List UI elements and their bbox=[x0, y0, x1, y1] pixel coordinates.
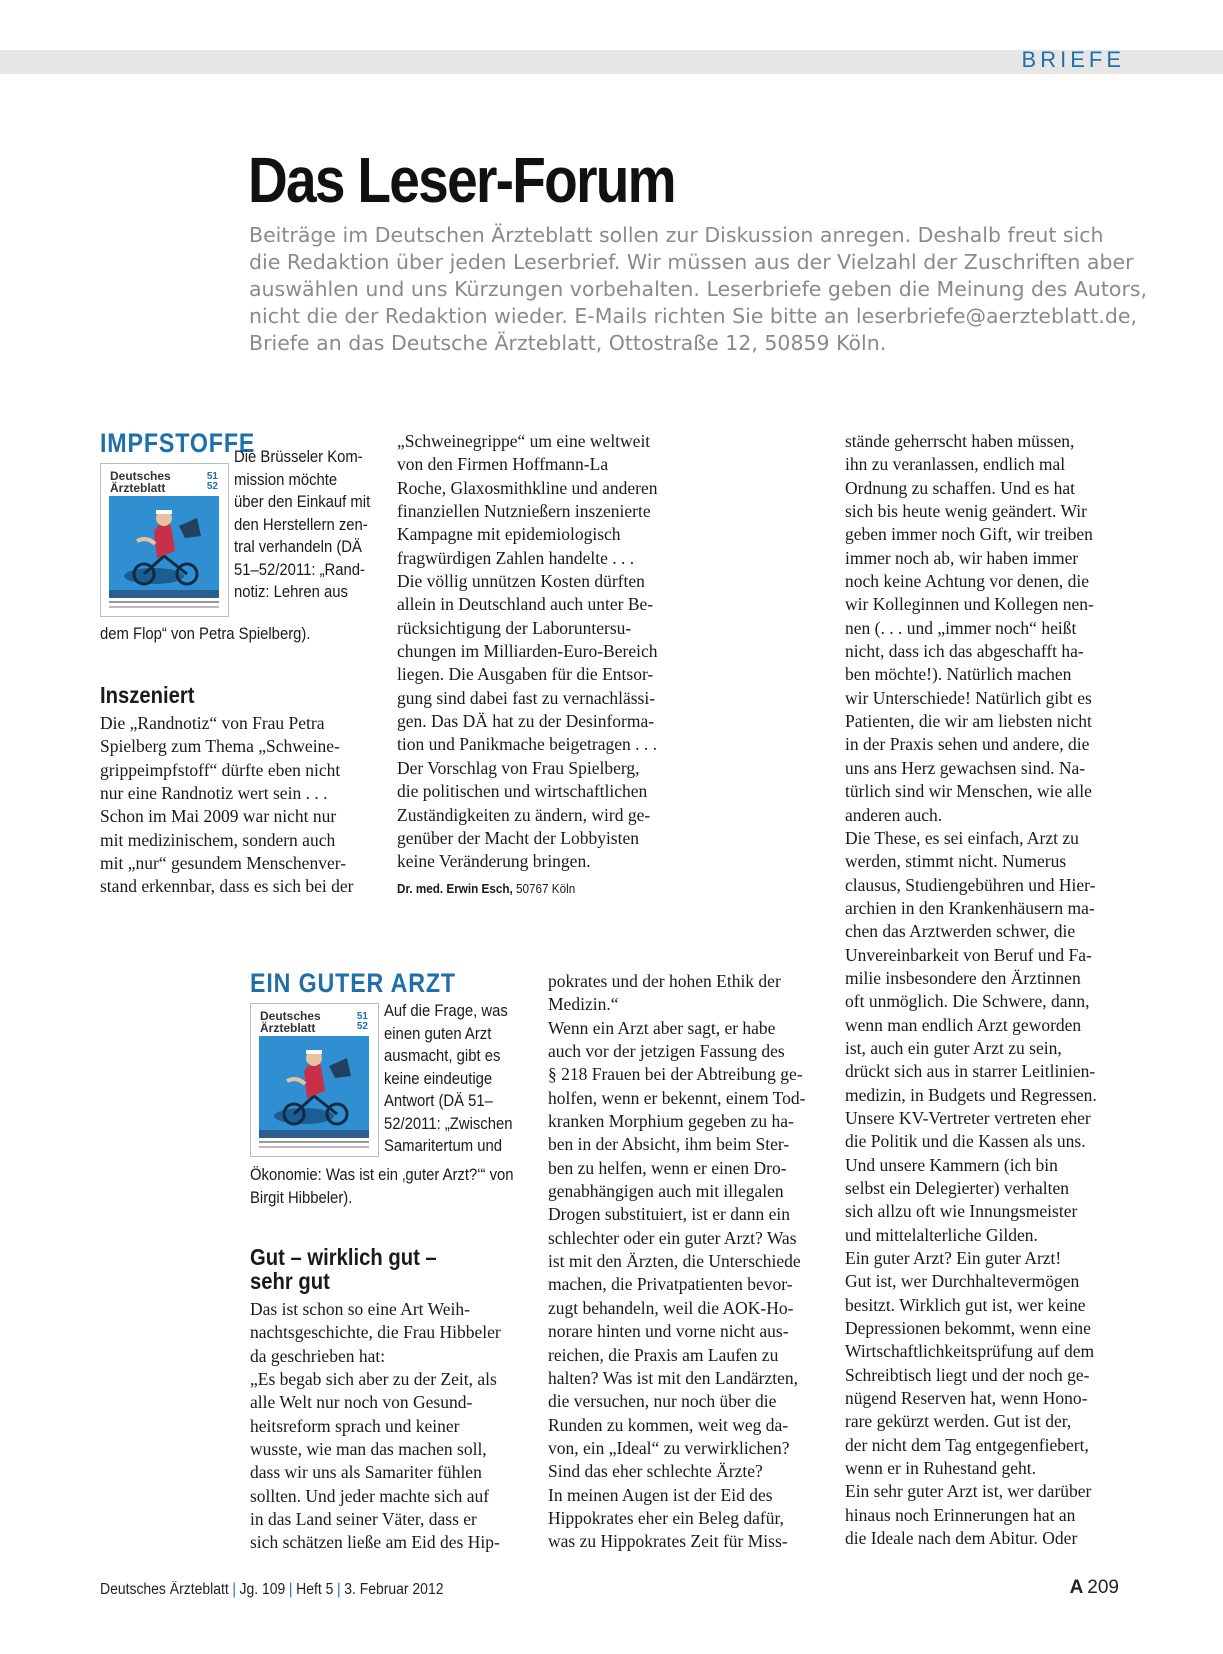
cover-text-lines bbox=[109, 601, 219, 603]
cover-strip bbox=[259, 1130, 369, 1138]
heading-gut-wirklich-gut: Gut – wirklich gut – sehr gut bbox=[250, 1244, 437, 1294]
footer-issue: Heft 5 bbox=[296, 1581, 334, 1598]
guter-arzt-column-3: stände geherrscht haben müssen, ihn zu veranlassen, endlich mal Ordnung zu schaffen. Und es hat sich bis heute wenig geändert. Wir geben immer noch Gift, wir treiben immer noch ab, wir haben immer noch keine Achtung vor denen, die wir Kolleginnen und Kollegen nen- nen (. . . und „immer noch“ heißt nicht, dass ich das abgeschafft ha- ben möchte!). Natürlich machen wir Unterschiede! Natürlich gibt es Patienten, die wir am liebsten nicht in der Praxis sehen und andere, die uns ans Herz gewachsen sind. Na- türlich sind wir Menschen, wie alle anderen auch. Die These, es sei einfach, Arzt zu werden, stimmt nicht. Numerus clausus, Studiengebühren und Hier- archien in den Krankenhäusern ma- chen das Arztwerden schwer, die Unvereinbarkeit von Beruf und Fa- milie insbesondere den Ärztinnen oft unmöglich. Die Schwere, dann, wenn man endlich Arzt geworden ist, auch ein guter Arzt zu sein, drückt sich aus in starrer Leitlinien- medizin, in Budgets und Regressen. Unsere KV-Vertreter vertreten eher die Politik und die Kassen als uns. Und unsere Kammern (ich bin selbst ein Delegierter) verhalten sich allzu oft wie Innungsmeister und mittelalterliche Gilden. Ein guter Arzt? Ein guter Arzt! Gut ist, wer Durchhaltevermögen besitzt. Wirklich gut ist, wer keine Depressionen bekommt, wenn eine Wirtschaftlichkeitsprüfung auf dem Schreibtisch liegt und der noch ge- nügend Reserven hat, wenn Hono- rare gekürzt werden. Gut ist der, der nicht dem Tag entgegenfiebert, wenn er in Ruhestand geht. Ein sehr guter Arzt ist, wer darüber hinaus noch Erinnerungen hat an die Ideale nach dem Abitur. Oder bbox=[845, 431, 1097, 1549]
footer-journal: Deutsches Ärzteblatt bbox=[100, 1581, 229, 1598]
heading-inszeniert: Inszeniert bbox=[100, 682, 195, 708]
teaser-ein-guter-arzt: Auf die Frage, was einen guten Arzt ausmacht, gibt es keine eindeutige Antwort (DÄ 51– 52/2011: „Zwischen Samaritertum und bbox=[384, 1002, 513, 1155]
footer-date: 3. Februar 2012 bbox=[344, 1581, 444, 1598]
cover-strip bbox=[109, 590, 219, 598]
intro-text: Beiträge im Deutschen Ärzteblatt sollen zur Diskussion anregen. Deshalb freut sich die Redaktion über jeden Leserbrief. Wir müssen aus der Vielzahl der Zuschriften aber auswählen und uns Kürzungen vorbehalten. Leserbriefe geben die Meinung des Autors, nicht die der Redaktion wieder. E-Mails richten Sie bitte an leserbriefe@aerzteblatt.de, Briefe an das Deutsche Ärzteblatt, Ottostraße 12, 50859 Köln. bbox=[249, 223, 1148, 355]
page-number: A 209 bbox=[1069, 1577, 1119, 1598]
author-signature: Dr. med. Erwin Esch, 50767 Köln bbox=[397, 881, 576, 896]
guter-arzt-column-1: Das ist schon so eine Art Weih- nachtsgeschichte, die Frau Hibbeler da geschrieben hat: „Es begab sich aber zu der Zeit, als alle Welt nur noch von Gesund- heitsreform sprach und keiner wusste, wie man das machen soll, dass wir uns als Samariter fühlen sollten. Und jeder machte sich auf in das Land seiner Väter, dass er sich schätzen ließe am Eid des Hip- bbox=[250, 1299, 501, 1553]
page-footer: Deutsches Ärzteblatt | Jg. 109 | Heft 5 | 3. Februar 2012 bbox=[100, 1581, 444, 1598]
teaser-impfstoffe-continued: dem Flop“ von Petra Spielberg). bbox=[100, 625, 311, 643]
kicker-impfstoffe: IMPFSTOFFE bbox=[100, 428, 256, 458]
cover-thumbnail bbox=[100, 463, 229, 617]
cover-issue: 51 52 bbox=[206, 471, 218, 492]
kicker-ein-guter-arzt: EIN GUTER ARZT bbox=[250, 968, 456, 998]
impfstoffe-column-2: „Schweinegrippe“ um eine weltweit von den Firmen Hoffmann-La Roche, Glaxosmithkline und anderen finanziellen Nutznießern inszenierte Kampagne mit epidemiologisch fragwürdigen Zahlen handelte . . . Die völlig unnützen Kosten dürften allein in Deutschland auch unter Be- rücksichtigung der Laboruntersu- chungen im Milliarden-Euro-Bereich liegen. Die Ausgaben für die Entsor- gung sind dabei fast zu vernachlässi- gen. Das DÄ hat zu der Desinforma- tion und Panikmache beigetragen . . . Der Vorschlag von Frau Spielberg, die politischen und wirtschaftlichen Zuständigkeiten zu ändern, wird ge- genüber der Macht der Lobbyisten keine Veränderung bringen. bbox=[397, 431, 658, 872]
section-label: BRIEFE bbox=[1021, 47, 1125, 72]
impfstoffe-column-1: Die „Randnotiz“ von Frau Petra Spielberg zum Thema „Schweine- grippeimpfstoff“ dürfte eben nicht nur eine Randnotiz wert sein . . . Schon im Mai 2009 war nicht nur mit medizinischem, sondern auch mit „nur“ gesundem Menschenver- stand erkennbar, dass es sich bei der bbox=[100, 713, 354, 897]
cover-text-lines bbox=[259, 1141, 369, 1143]
cover-illustration bbox=[109, 496, 219, 590]
teaser-impfstoffe: Die Brüsseler Kom- mission möchte über den Einkauf mit den Herstellern zen- tral verhandeln (DÄ 51–52/2011: „Rand- notiz: Lehren aus bbox=[234, 448, 371, 601]
cover-thumbnail bbox=[250, 1003, 379, 1157]
cover-illustration bbox=[259, 1036, 369, 1130]
guter-arzt-column-2: pokrates und der hohen Ethik der Medizin.“ Wenn ein Arzt aber sagt, er habe auch vor der jetzigen Fassung des § 218 Frauen bei der Abtreibung ge- holfen, wenn er bekennt, einem Tod- kranken Morphium gegeben zu ha- ben in der Absicht, ihm beim Ster- ben zu helfen, wenn er einen Dro- genabhängigen auch mit illegalen Drogen substituiert, ist er dann ein schlechter oder ein guter Arzt? Was ist mit den Ärzten, die Unterschiede machen, die Privatpatienten bevor- zugt behandeln, weil die AOK-Ho- norare hinten und vorne nicht aus- reichen, die Praxis am Laufen zu halten? Was ist mit den Landärzten, die versuchen, nur noch über die Runden zu kommen, weit weg da- von, ein „Ideal“ zu verwirklichen? Sind das eher schlechte Ärzte? In meinen Augen ist der Eid des Hippokrates eher ein Beleg dafür, was zu Hippokrates Zeit für Miss- bbox=[548, 971, 806, 1552]
cover-brand: Deutsches Ärzteblatt bbox=[110, 469, 171, 495]
teaser-ein-guter-arzt-continued: Ökonomie: Was ist ein ‚guter Arzt?‘“ von Birgit Hibbeler). bbox=[250, 1166, 514, 1207]
footer-volume: Jg. 109 bbox=[239, 1581, 286, 1598]
cover-issue: 51 52 bbox=[356, 1011, 368, 1032]
page-title: Das Leser-Forum bbox=[248, 144, 675, 216]
cover-brand: Deutsches Ärzteblatt bbox=[260, 1009, 321, 1035]
